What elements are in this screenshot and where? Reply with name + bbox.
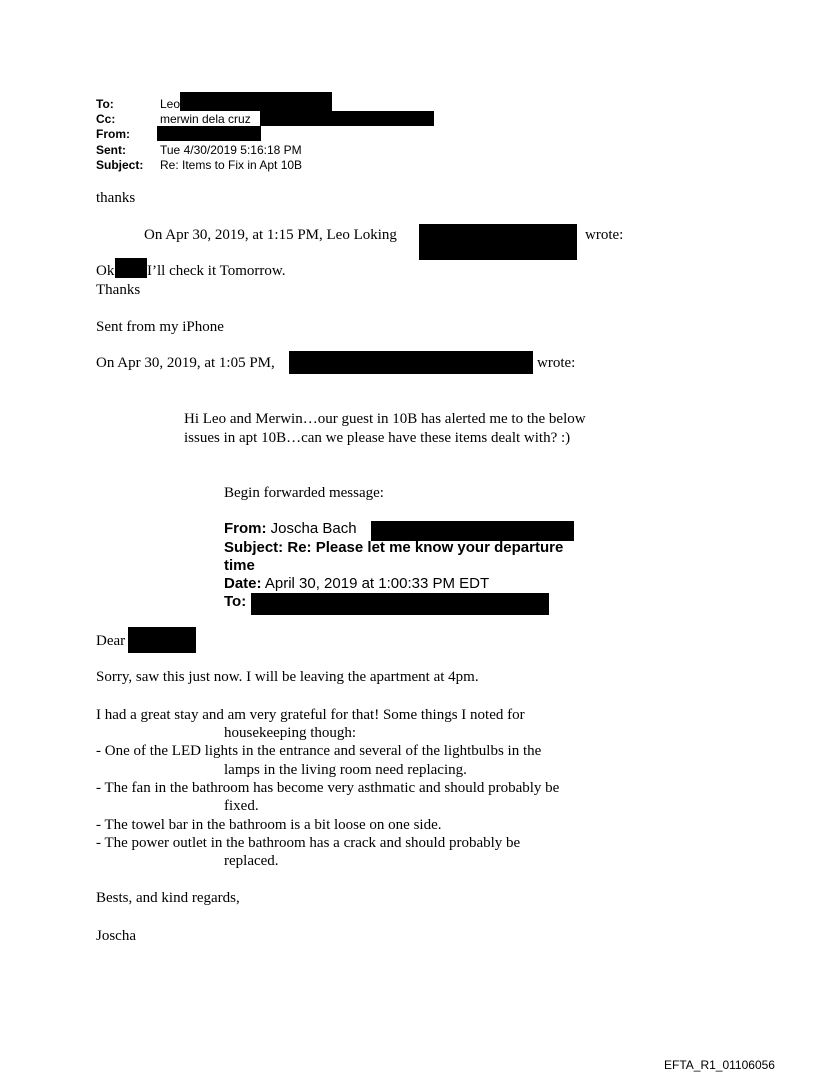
sent-label: Sent:: [96, 143, 126, 157]
quote1-attribution-end: wrote:: [585, 227, 624, 243]
forwarded-subject-value: Re: Please let me know your departure: [287, 539, 564, 556]
letter-salutation: Dear: [96, 633, 126, 649]
subject-value: Re: Items to Fix in Apt 10B: [160, 158, 303, 172]
quote1-line1-end: I’ll check it Tomorrow.: [147, 263, 286, 279]
forwarded-from-value: Joscha Bach: [270, 520, 357, 537]
forwarded-subject-label: Subject:: [224, 539, 284, 556]
list-item-4-cont: replaced.: [224, 853, 279, 869]
cc-value: merwin dela cruz: [160, 112, 251, 126]
forwarded-date: [224, 575, 489, 593]
list-item-4: - The power outlet in the bathroom has a crack and should probably be: [96, 835, 521, 851]
redaction-box: [419, 224, 577, 260]
letter-para2-line1: I had a great stay and am very grateful for that! Some things I noted for: [96, 707, 525, 723]
sent-value: Tue 4/30/2019 5:16:18 PM: [160, 143, 302, 157]
document-id: EFTA_R1_01106056: [664, 1058, 775, 1072]
forwarded-subject: [224, 539, 563, 557]
letter-closing: Bests, and kind regards,: [96, 890, 240, 906]
forwarded-subject-line2: time: [224, 557, 255, 574]
list-item-2-cont: fixed.: [224, 798, 259, 814]
redaction-box: [115, 258, 147, 278]
quote2-attribution-end: wrote:: [537, 355, 576, 371]
letter-signature: Joscha: [96, 928, 136, 944]
forwarded-from-label: From:: [224, 520, 267, 537]
redaction-box: [260, 111, 434, 126]
letter-para2-line2: housekeeping though:: [224, 725, 357, 741]
from-label: From:: [96, 127, 130, 141]
redaction-box: [157, 126, 261, 141]
list-item-2: - The fan in the bathroom has become very asthmatic and should probably be: [96, 780, 560, 796]
list-item-1-cont: lamps in the living room need replacing.: [224, 762, 467, 778]
redaction-box: [128, 627, 196, 653]
redaction-box: [180, 92, 332, 111]
reply-text: thanks: [96, 190, 136, 206]
list-item-1: - One of the LED lights in the entrance and several of the lightbulbs in the: [96, 743, 542, 759]
quote2-attribution: On Apr 30, 2019, at 1:05 PM,: [96, 355, 275, 371]
to-label: To:: [96, 97, 114, 111]
quote1-line1-start: Ok: [96, 263, 115, 279]
forwarded-to-label: To:: [224, 593, 247, 610]
quote2-para-line1: Hi Leo and Merwin…our guest in 10B has alerted me to the below: [184, 411, 586, 427]
quote1-line2: Thanks: [96, 282, 141, 298]
forwarded-date-value: April 30, 2019 at 1:00:33 PM EDT: [264, 575, 490, 592]
quote1-attribution: On Apr 30, 2019, at 1:15 PM, Leo Loking: [144, 227, 397, 243]
to-value: Leo: [160, 97, 181, 111]
subject-label: Subject:: [96, 158, 144, 172]
quote2-para-line2: issues in apt 10B…can we please have these items dealt with? :): [184, 430, 571, 446]
forwarded-date-label: Date:: [224, 575, 262, 592]
letter-para1: Sorry, saw this just now. I will be leaving the apartment at 4pm.: [96, 669, 479, 685]
forwarded-from: [224, 520, 357, 538]
quote1-signature: Sent from my iPhone: [96, 319, 224, 335]
list-item-3: - The towel bar in the bathroom is a bit loose on one side.: [96, 817, 442, 833]
redaction-box: [371, 521, 574, 541]
redaction-box: [289, 351, 533, 374]
redaction-box: [251, 593, 549, 615]
cc-label: Cc:: [96, 112, 116, 126]
forwarded-intro: Begin forwarded message:: [224, 485, 384, 501]
